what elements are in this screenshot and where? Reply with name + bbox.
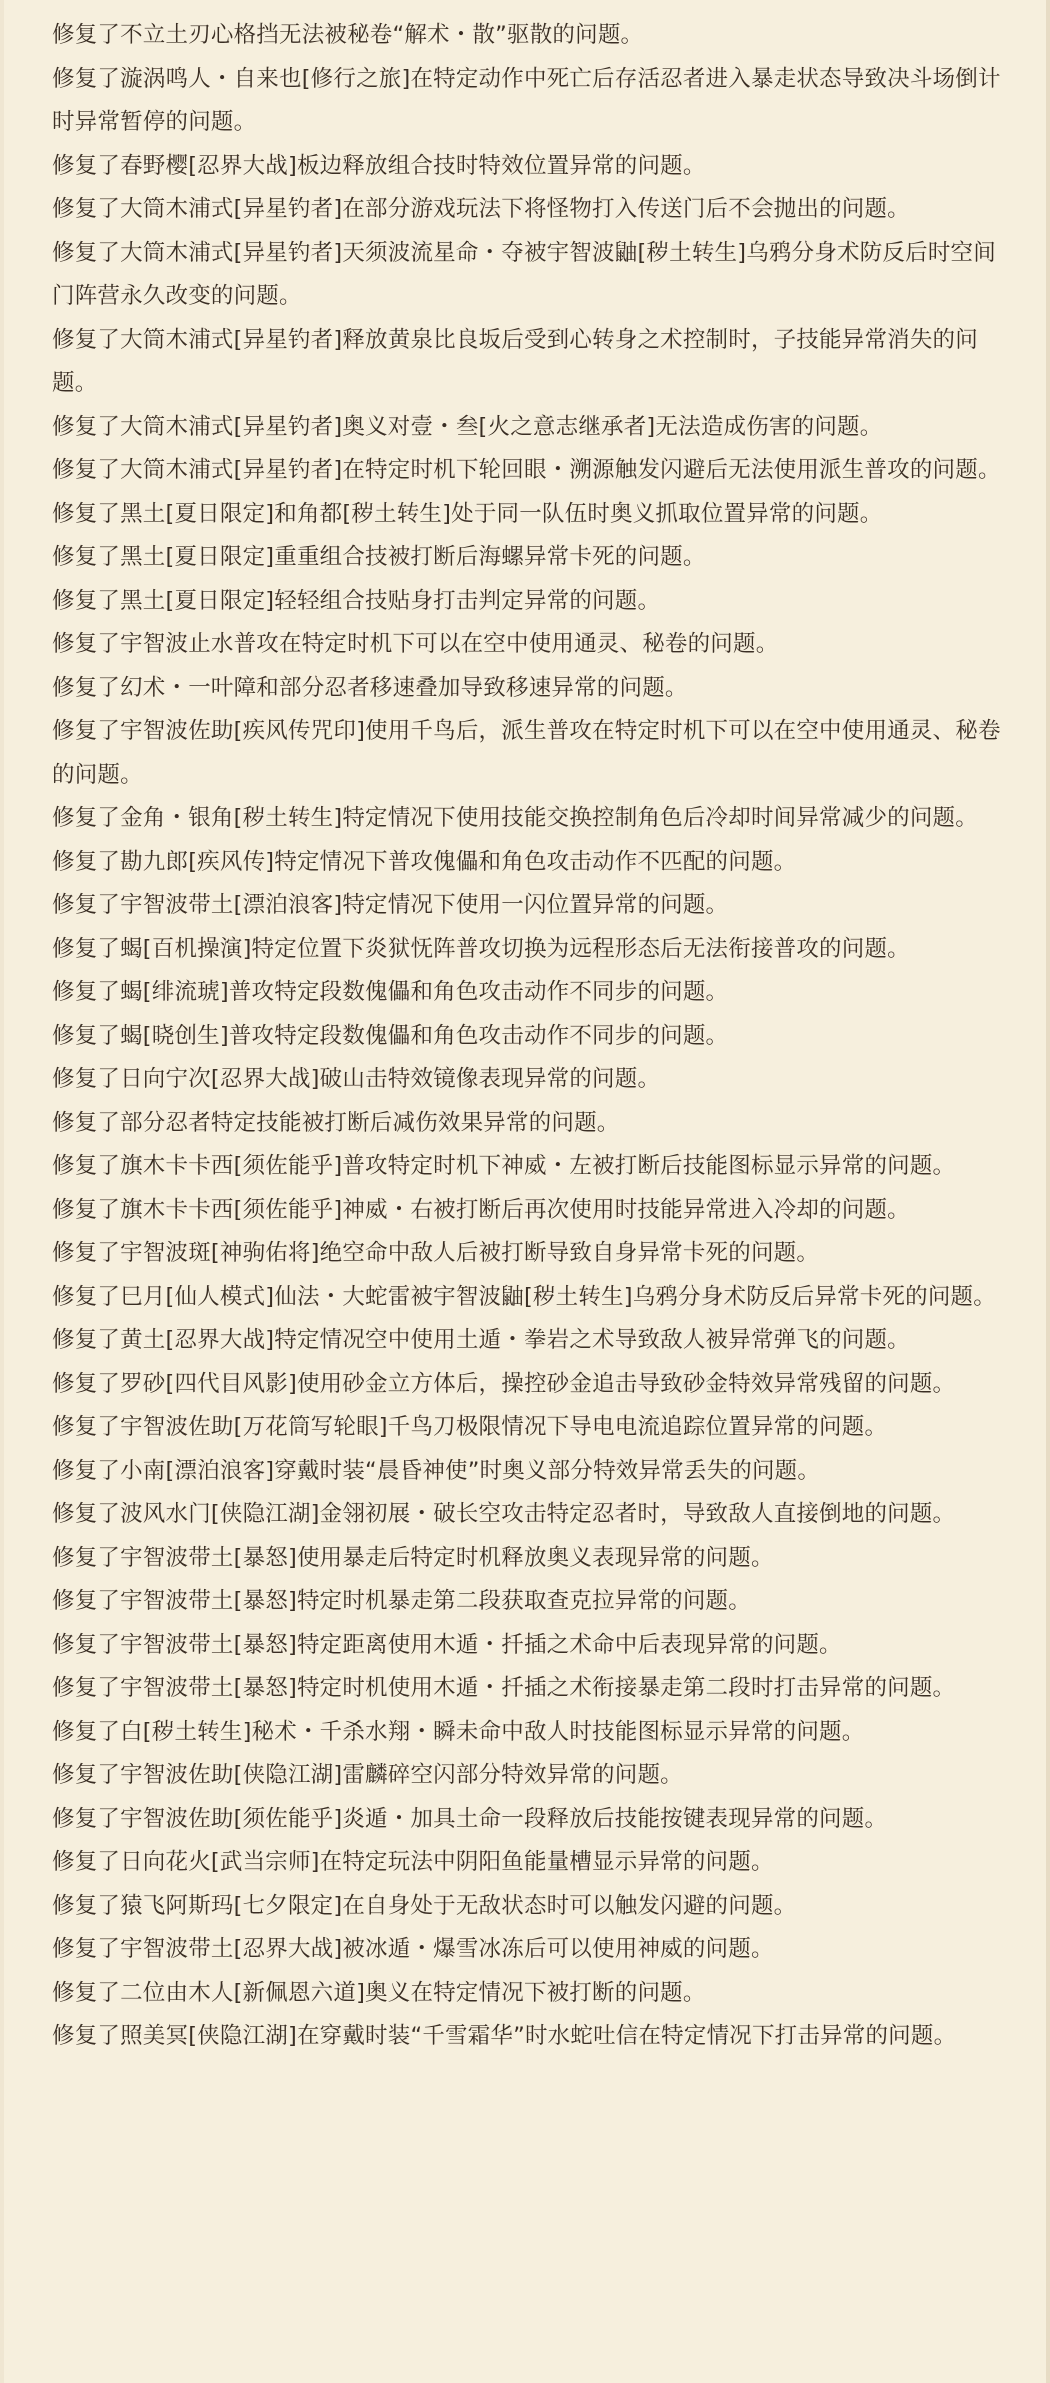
- patch-note-item: 修复了白[秽土转生]秘术・千杀水翔・瞬未命中敌人时技能图标显示异常的问题。: [52, 1718, 865, 1745]
- patch-note-item: 修复了大筒木浦式[异星钓者]释放黄泉比良坂后受到心转身之术控制时，子技能异常消失的问题。: [52, 326, 978, 396]
- patch-note-item: 修复了宇智波止水普攻在特定时机下可以在空中使用通灵、秘卷的问题。: [52, 631, 779, 657]
- patch-note-item: 修复了宇智波带土[暴怒]特定时机暴走第二段获取查克拉异常的问题。: [52, 1588, 751, 1614]
- patch-note-item: 修复了宇智波佐助[万花筒写轮眼]千鸟刀极限情况下导电电流追踪位置异常的问题。: [52, 1414, 888, 1440]
- patch-note-item: 修复了漩涡鸣人・自来也[修行之旅]在特定动作中死亡后存活忍者进入暴走状态导致决斗场倒计时异常暂停的问题。: [52, 65, 1001, 135]
- patch-note-item: 修复了宇智波佐助[疾风传咒印]使用千鸟后，派生普攻在特定时机下可以在空中使用通灵、秘卷的问题。: [52, 718, 1001, 788]
- patch-note-item: 修复了宇智波带土[忍界大战]被冰遁・爆雪冰冻后可以使用神威的问题。: [52, 1936, 774, 1962]
- patch-note-item: 修复了照美冥[侠隐江湖]在穿戴时装“千雪霜华”时水蛇吐信在特定情况下打击异常的问题。: [52, 2023, 957, 2049]
- patch-note-item: 修复了宇智波佐助[侠隐江湖]雷麟碎空闪部分特效异常的问题。: [52, 1762, 683, 1788]
- patch-note-item: 修复了巳月[仙人模式]仙法・大蛇雷被宇智波鼬[秽土转生]乌鸦分身术防反后异常卡死的问题。: [52, 1283, 996, 1310]
- patch-note-item: 修复了宇智波斑[神驹佑将]绝空命中敌人后被打断导致自身异常卡死的问题。: [52, 1240, 820, 1266]
- patch-note-item: 修复了宇智波佐助[须佐能乎]炎遁・加具土命一段释放后技能按键表现异常的问题。: [52, 1805, 888, 1832]
- patch-note-item: 修复了日向宁次[忍界大战]破山击特效镜像表现异常的问题。: [52, 1066, 661, 1092]
- patch-note-item: 修复了蝎[晓创生]普攻特定段数傀儡和角色攻击动作不同步的问题。: [52, 1022, 729, 1049]
- patch-note-item: 修复了大筒木浦式[异星钓者]在部分游戏玩法下将怪物打入传送门后不会抛出的问题。: [52, 196, 910, 222]
- patch-note-item: 修复了宇智波带土[暴怒]特定时机使用木遁・扦插之术衔接暴走第二段时打击异常的问题。: [52, 1675, 956, 1701]
- patch-note-item: 修复了黑土[夏日限定]重重组合技被打断后海螺异常卡死的问题。: [52, 544, 706, 570]
- patch-note-item: 修复了宇智波带土[暴怒]使用暴走后特定时机释放奥义表现异常的问题。: [52, 1544, 774, 1571]
- patch-note-item: 修复了春野樱[忍界大战]板边释放组合技时特效位置异常的问题。: [52, 152, 706, 179]
- patch-note-item: 修复了不立土刃心格挡无法被秘卷“解术・散”驱散的问题。: [52, 22, 644, 48]
- patch-note-item: 修复了黑土[夏日限定]和角都[秽土转生]处于同一队伍时奥义抓取位置异常的问题。: [52, 500, 883, 527]
- patch-note-item: 修复了日向花火[武当宗师]在特定玩法中阴阳鱼能量槽显示异常的问题。: [52, 1849, 774, 1875]
- patch-note-item: 修复了大筒木浦式[异星钓者]在特定时机下轮回眼・溯源触发闪避后无法使用派生普攻的问题。: [52, 457, 1001, 483]
- patch-notes-list: [4, 0, 1012, 2059]
- patch-note-item: 修复了部分忍者特定技能被打断后减伤效果异常的问题。: [52, 1109, 620, 1136]
- patch-note-item: 修复了旗木卡卡西[须佐能乎]神威・右被打断后再次使用时技能异常进入冷却的问题。: [52, 1196, 910, 1223]
- patch-note-item: 修复了罗砂[四代目风影]使用砂金立方体后，操控砂金追击导致砂金特效异常残留的问题。: [52, 1370, 956, 1397]
- patch-note-item: 修复了勘九郎[疾风传]特定情况下普攻傀儡和角色攻击动作不匹配的问题。: [52, 848, 797, 875]
- patch-note-item: 修复了蝎[百机操演]特定位置下炎狱怃阵普攻切换为远程形态后无法衔接普攻的问题。: [52, 935, 910, 962]
- patch-note-item: 修复了小南[漂泊浪客]穿戴时装“晨昏神使”时奥义部分特效异常丢失的问题。: [52, 1457, 821, 1484]
- patch-note-item: 修复了蝎[绯流琥]普攻特定段数傀儡和角色攻击动作不同步的问题。: [52, 979, 729, 1005]
- patch-note-item: 修复了波风水门[侠隐江湖]金翎初展・破长空攻击特定忍者时，导致敌人直接倒地的问题。: [52, 1501, 956, 1527]
- patch-note-item: 修复了宇智波带土[暴怒]特定距离使用木遁・扦插之术命中后表现异常的问题。: [52, 1631, 842, 1658]
- patch-note-item: 修复了黑土[夏日限定]轻轻组合技贴身打击判定异常的问题。: [52, 587, 661, 614]
- patch-note-item: 修复了旗木卡卡西[须佐能乎]普攻特定时机下神威・左被打断后技能图标显示异常的问题。: [52, 1153, 956, 1179]
- patch-note-item: 修复了猿飞阿斯玛[七夕限定]在自身处于无敌状态时可以触发闪避的问题。: [52, 1892, 797, 1919]
- patch-note-item: 修复了宇智波带土[漂泊浪客]特定情况下使用一闪位置异常的问题。: [52, 892, 729, 918]
- patch-note-item: 修复了大筒木浦式[异星钓者]奥义对壹・叁[火之意志继承者]无法造成伤害的问题。: [52, 413, 883, 440]
- patch-note-item: 修复了幻术・一叶障和部分忍者移速叠加导致移速异常的问题。: [52, 674, 688, 701]
- patch-note-item: 修复了金角・银角[秽土转生]特定情况下使用技能交换控制角色后冷却时间异常减少的问题。: [52, 805, 978, 831]
- patch-note-item: 修复了二位由木人[新佩恩六道]奥义在特定情况下被打断的问题。: [52, 1979, 706, 2006]
- patch-note-item: 修复了黄土[忍界大战]特定情况空中使用土遁・拳岩之术导致敌人被异常弹飞的问题。: [52, 1327, 910, 1353]
- patch-note-item: 修复了大筒木浦式[异星钓者]天须波流星命・夺被宇智波鼬[秽土转生]乌鸦分身术防反后时空间门阵营永久改变的问题。: [52, 239, 996, 309]
